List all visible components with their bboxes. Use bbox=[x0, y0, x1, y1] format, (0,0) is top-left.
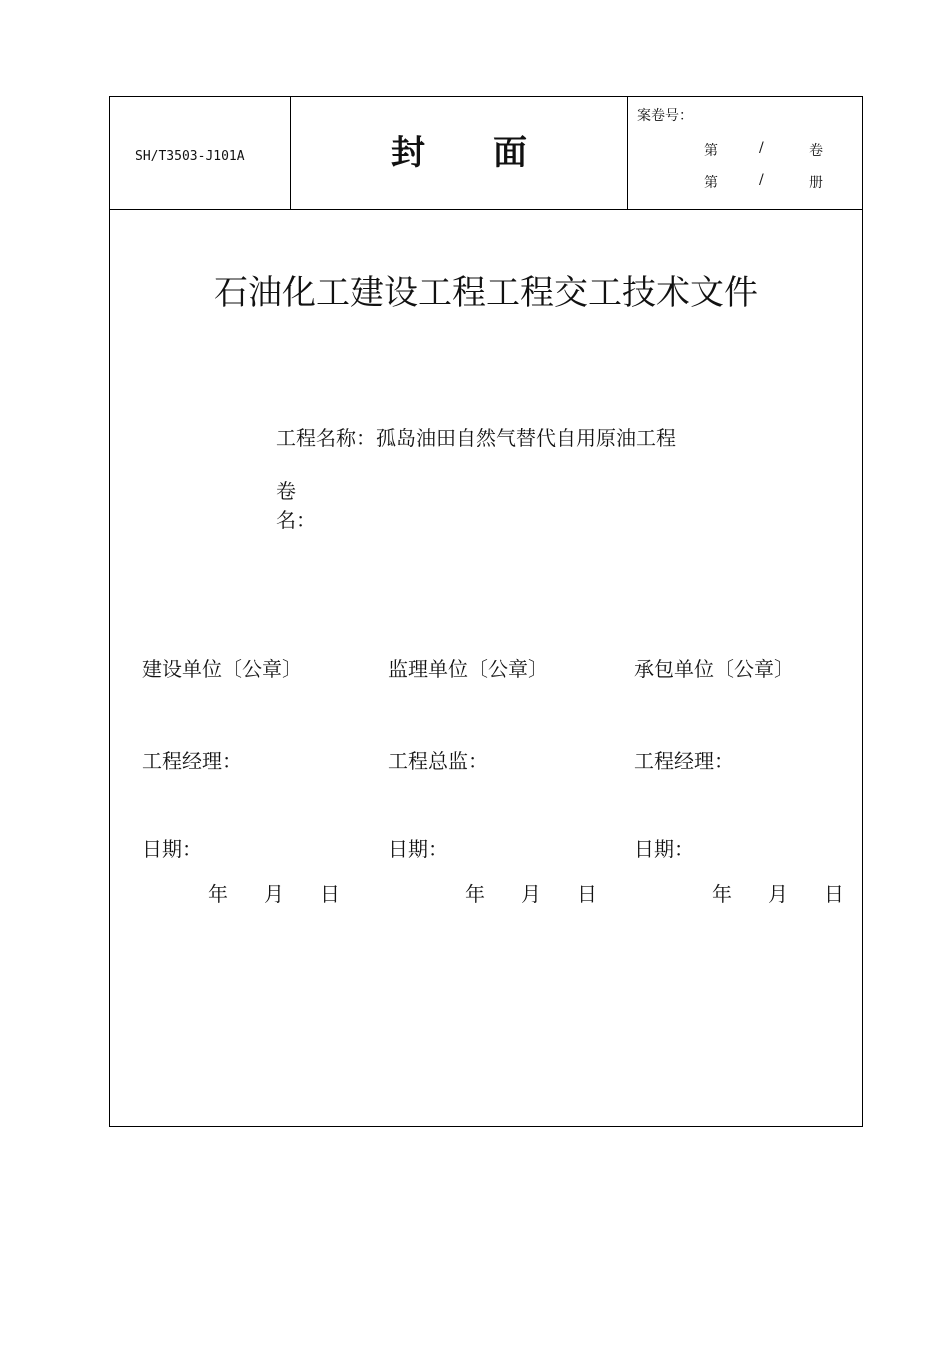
cover-heading-char-1: 封 bbox=[391, 133, 425, 173]
project-name-label: 工程名称： bbox=[276, 426, 376, 450]
volume-name-label-rest: 名： bbox=[276, 508, 316, 532]
year-label: 年 bbox=[465, 882, 485, 906]
project-name-line bbox=[276, 422, 676, 451]
volume-name-line bbox=[276, 475, 376, 533]
day-label: 日 bbox=[577, 882, 597, 906]
year-label: 年 bbox=[208, 882, 228, 906]
project-name-value: 孤岛油田自然气替代自用原油工程 bbox=[376, 426, 676, 450]
month-label: 月 bbox=[521, 882, 541, 906]
year-label: 年 bbox=[712, 882, 732, 906]
contractor-date-fields bbox=[712, 878, 880, 907]
day-label: 日 bbox=[320, 882, 340, 906]
volume-suffix: 卷 bbox=[809, 143, 823, 159]
contractor-date-label: 日期： bbox=[634, 837, 694, 861]
document-title: 石油化工建设工程工程交工技术文件 bbox=[214, 273, 758, 313]
archive-number-cell bbox=[628, 97, 864, 209]
volume-name-label bbox=[276, 475, 376, 533]
volume-prefix: 第 bbox=[704, 143, 718, 159]
contractor-manager-label: 工程经理： bbox=[634, 749, 734, 773]
cover-heading-char-2: 面 bbox=[493, 133, 527, 173]
supervisor-director-label: 工程总监： bbox=[388, 749, 488, 773]
supervisor-unit-label: 监理单位〔公章〕 bbox=[388, 657, 548, 681]
cover-title-cell bbox=[291, 97, 628, 209]
cover-header bbox=[110, 97, 862, 210]
book-prefix: 第 bbox=[704, 175, 718, 191]
standard-code-cell bbox=[110, 97, 291, 209]
cover-heading bbox=[291, 125, 627, 174]
book-suffix: 册 bbox=[809, 175, 823, 191]
month-label: 月 bbox=[768, 882, 788, 906]
volume-name-label-char: 卷 bbox=[276, 479, 296, 503]
supervisor-date-label: 日期： bbox=[388, 837, 448, 861]
archive-number-label: 案卷号： bbox=[637, 108, 693, 124]
owner-unit-label: 建设单位〔公章〕 bbox=[142, 657, 302, 681]
book-slash: / bbox=[759, 172, 764, 188]
owner-date-fields bbox=[208, 878, 376, 907]
supervisor-date-fields bbox=[465, 878, 633, 907]
owner-manager-label: 工程经理： bbox=[142, 749, 242, 773]
volume-slash: / bbox=[759, 140, 764, 156]
cover-sheet bbox=[109, 96, 863, 1127]
day-label: 日 bbox=[824, 882, 844, 906]
owner-date-label: 日期： bbox=[142, 837, 202, 861]
contractor-unit-label: 承包单位〔公章〕 bbox=[634, 657, 794, 681]
standard-code: SH/T3503-J101A bbox=[135, 149, 245, 164]
month-label: 月 bbox=[264, 882, 284, 906]
